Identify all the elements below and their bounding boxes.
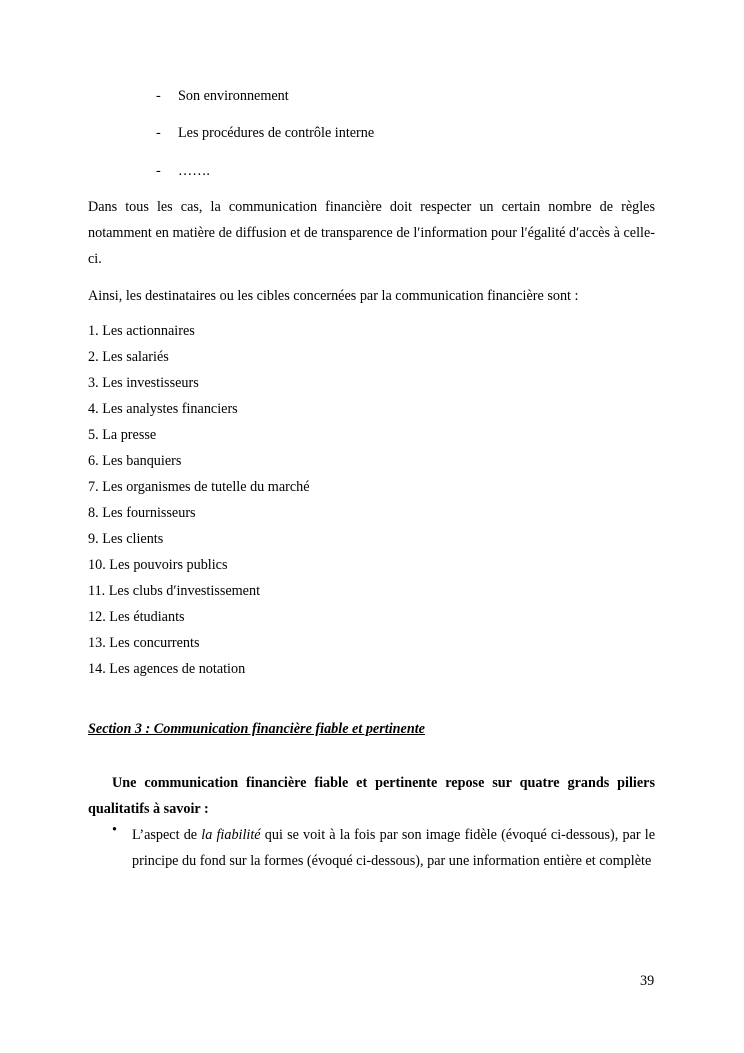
- pillars-intro: Une communication financière fiable et pertinente repose sur quatre grands piliers qualitatifs à savoir :: [88, 775, 655, 817]
- dash-item-text: Les procédures de contrôle interne: [178, 125, 375, 141]
- list-item: 11. Les clubs d′investissement: [88, 583, 261, 599]
- bullet-text-after: qui se voit à la fois par son image fidèle (évoqué ci-dessous), par le principe du fond sur la formes (évoqué ci-dessous), par une information entière et complète: [132, 827, 655, 869]
- list-item: 5. La presse: [88, 427, 157, 443]
- list-item: 1. Les actionnaires: [88, 323, 195, 339]
- list-item: 12. Les étudiants: [88, 609, 185, 625]
- dash-marker: -: [156, 163, 161, 179]
- bullet-text: [132, 822, 655, 874]
- bullet-icon: •: [112, 822, 117, 838]
- paragraph-rules: Dans tous les cas, la communication financière doit respecter un certain nombre de règles notamment en matière de diffusion et de transparence de l′information pour l′égalité d′accès à celle-ci.: [88, 199, 655, 267]
- list-item: 4. Les analystes financiers: [88, 401, 238, 417]
- list-item: 2. Les salariés: [88, 349, 169, 365]
- list-item: 10. Les pouvoirs publics: [88, 557, 228, 573]
- bullet-text-before: L’aspect de: [132, 827, 202, 843]
- page-number: 39: [640, 973, 655, 989]
- dash-marker: -: [156, 88, 161, 104]
- section-title: Section 3 : Communication financière fiable et pertinente: [88, 721, 425, 737]
- list-item: 13. Les concurrents: [88, 635, 200, 651]
- dash-marker: -: [156, 125, 161, 141]
- list-item: 7. Les organismes de tutelle du marché: [88, 479, 310, 495]
- targets-list: [88, 320, 310, 684]
- dash-item-text: …….: [178, 163, 210, 179]
- dash-item-text: Son environnement: [178, 88, 289, 104]
- list-item: 6. Les banquiers: [88, 453, 182, 469]
- list-item: 3. Les investisseurs: [88, 375, 199, 391]
- list-item: 9. Les clients: [88, 531, 164, 547]
- paragraph-targets: Ainsi, les destinataires ou les cibles concernées par la communication financière sont :: [88, 288, 579, 304]
- list-item: 14. Les agences de notation: [88, 661, 246, 677]
- bullet-text-emphasis: la fiabilité: [201, 827, 261, 843]
- list-item: 8. Les fournisseurs: [88, 505, 196, 521]
